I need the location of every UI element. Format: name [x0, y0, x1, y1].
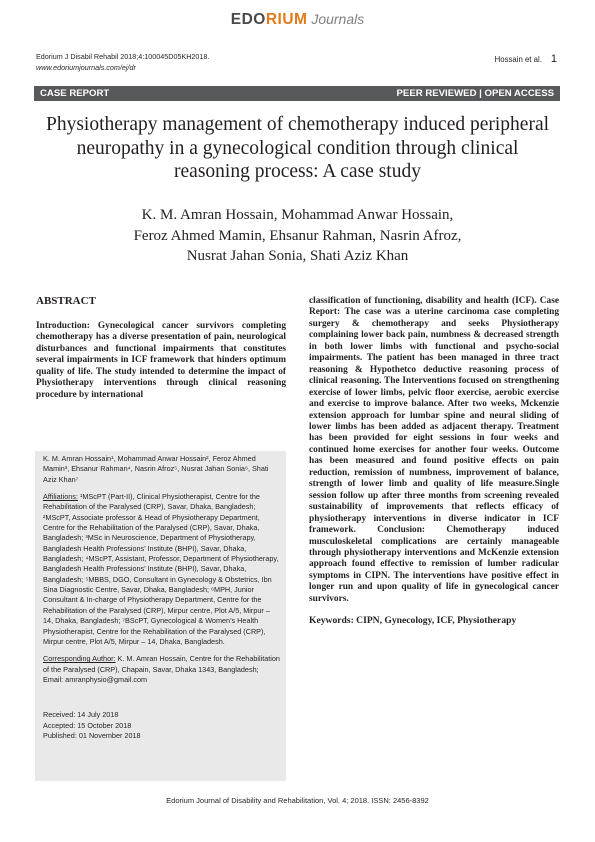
citation-block — [36, 51, 209, 73]
affiliations — [43, 492, 280, 647]
logo-text-rium: RIUM — [265, 11, 308, 28]
running-head — [495, 53, 557, 65]
infobox-authors: K. M. Amran Hossain¹, Mohammad Anwar Hossain², Feroz Ahmed Mamin³, Ehsanur Rahman⁴, Nasrin Afroz⁵, Nusrat Jahan Sonia⁶, Shati Aziz Khan⁷ — [43, 454, 269, 484]
abstract-right-text: classification of functioning, disability and health (ICF). Case Report: The case was a uterine carcinoma case completing surgery & chemotherapy and seeks Physiotherapy complaining lower back pain, numbness & decreased strength in both lower limbs with functional and psycho-social impairments. The patient has been managed in three tract reasoning & Hypothetco deductive reasoning process of clinical reasoning. The Interventions focused on strengthening exercise of lower limbs, pelvic floor exercise, aerobic exercise and exercise to improve balance. After two weeks, Mckenzie extension approach for lumbar spine and neural sliding of lower limbs has been added as adjacent therapy. Treatment has been provided for eight sessions in four weeks and continued home exercises for another four weeks. Outcome has been measured and found positive effects on pain reduction, remission of numbness, improvement of balance, strength of lower limb and quality of life measure.Single session follow up after three months from screening revealed sustainability of improvements that reflects efficacy of physiotherapy interventions in diverse indicator in ICF framework. Conclusion: Chemotherapy induced musculoskeletal complications are certainly manageable through physiotherapy interventions and McKenzie extension approach found effective to remission of lumber radicular symptoms in CIPN. The interventions have positive effect in longer run and upon quality of life in gynecological cancer survivors. — [309, 296, 559, 604]
corresponding-label: Corresponding Author: — [43, 654, 116, 664]
author-line: Feroz Ahmed Mamin, Ehsanur Rahman, Nasrin Afroz, — [133, 227, 462, 244]
author-info-box — [35, 451, 286, 781]
accepted-date: Accepted: 15 October 2018 — [43, 720, 132, 730]
journal-url[interactable]: www.edoriumjournals.com/ej/dr — [36, 63, 136, 72]
author-list — [40, 205, 555, 267]
author-line: Nusrat Jahan Sonia, Shati Aziz Khan — [186, 248, 409, 264]
abstract-right-column — [309, 296, 559, 627]
logo-text-journals: Journals — [307, 11, 365, 27]
article-title: Physiotherapy management of chemotherapy induced peripheral neuropathy in a gynecological condition through clinical reasoning process: A case study — [45, 114, 550, 182]
journal-logo — [0, 10, 595, 29]
citation-text: Edorium J Disabil Rehabil 2018;4:100045D05KH2018. — [36, 52, 210, 61]
page-number: 1 — [550, 53, 557, 65]
logo-text-edo: EDO — [230, 11, 266, 28]
keywords: Keywords: CIPN, Gynecology, ICF, Physiotherapy — [309, 615, 517, 627]
author-line: K. M. Amran Hossain, Mohammad Anwar Hossain, — [141, 207, 454, 223]
review-status-label: PEER REVIEWED | OPEN ACCESS — [396, 87, 554, 99]
running-head-authors: Hossain et al. — [494, 55, 542, 64]
published-date: Published: 01 November 2018 — [43, 730, 141, 740]
abstract-left-column: Introduction: Gynecological cancer survivors completing chemotherapy has a diverse presentation of pain, neurological disturbances and functional impairments that constitutes several impairments in ICF framework that hinders optimum quality of life. The study intended to determine the impact of Physiotherapy interventions through clinical reasoning procedure by international — [36, 321, 286, 400]
article-type-banner — [34, 86, 560, 101]
corresponding-author — [43, 654, 280, 685]
received-date: Received: 14 July 2018 — [43, 710, 119, 720]
abstract-heading: ABSTRACT — [36, 295, 96, 307]
corresponding-text: K. M. Amran Hossain, Centre for the Rehabilitation of the Paralysed (CRP), Chapain, Savar, Dhaka 1343, Bangladesh; Email: amranphysio@gmail.com — [43, 654, 280, 684]
affiliations-label: Affiliations: — [43, 492, 78, 502]
page-footer: Edorium Journal of Disability and Rehabilitation, Vol. 4; 2018. ISSN: 2456-8392 — [166, 796, 429, 805]
article-type-label: CASE REPORT — [40, 87, 110, 99]
affiliations-text: ¹MScPT (Part-II), Clinical Physiotherapist, Centre for the Rehabilitation of the Paralysed (CRP), Savar, Dhaka, Bangladesh; ²MScPT, Associate professor & Head of Physiotherapy Department, Centre for the Rehabilitation of the Paralysed (CRP), Savar, Dhaka, Bangladesh; ³MSc in Neuroscience, Department of Physiotherapy, Bangladesh Health Professions’ Institute (BHPI), Savar, Dhaka, Bangladesh; ⁴MScPT, Assistant, Professor, Department of Physiotherapy, Bangladesh Health Professions’ Institute (BHPI), Savar, Dhaka, Bangladesh; ⁵MBBS, DGO, Consultant in Gynecology & Obstetrics, Ibn Sina Diagnostic Centre, Savar, Dhaka, Bangladesh; ⁶MPH, Junior Consultant & In-charge of Physiotherapy Department, Centre for the Rehabilitation of the Paralysed (CRP), Mirpur centre, Plot A/5, Mirpur – 14, Dhaka, Bangladesh; ⁷BScPT, Gynecological & Women’s Health Physiotherapist, Centre for the Rehabilitation of the Paralysed (CRP), Mirpur centre, Plot A/5, Mirpur – 14, Dhaka, Bangladesh. — [43, 492, 279, 646]
